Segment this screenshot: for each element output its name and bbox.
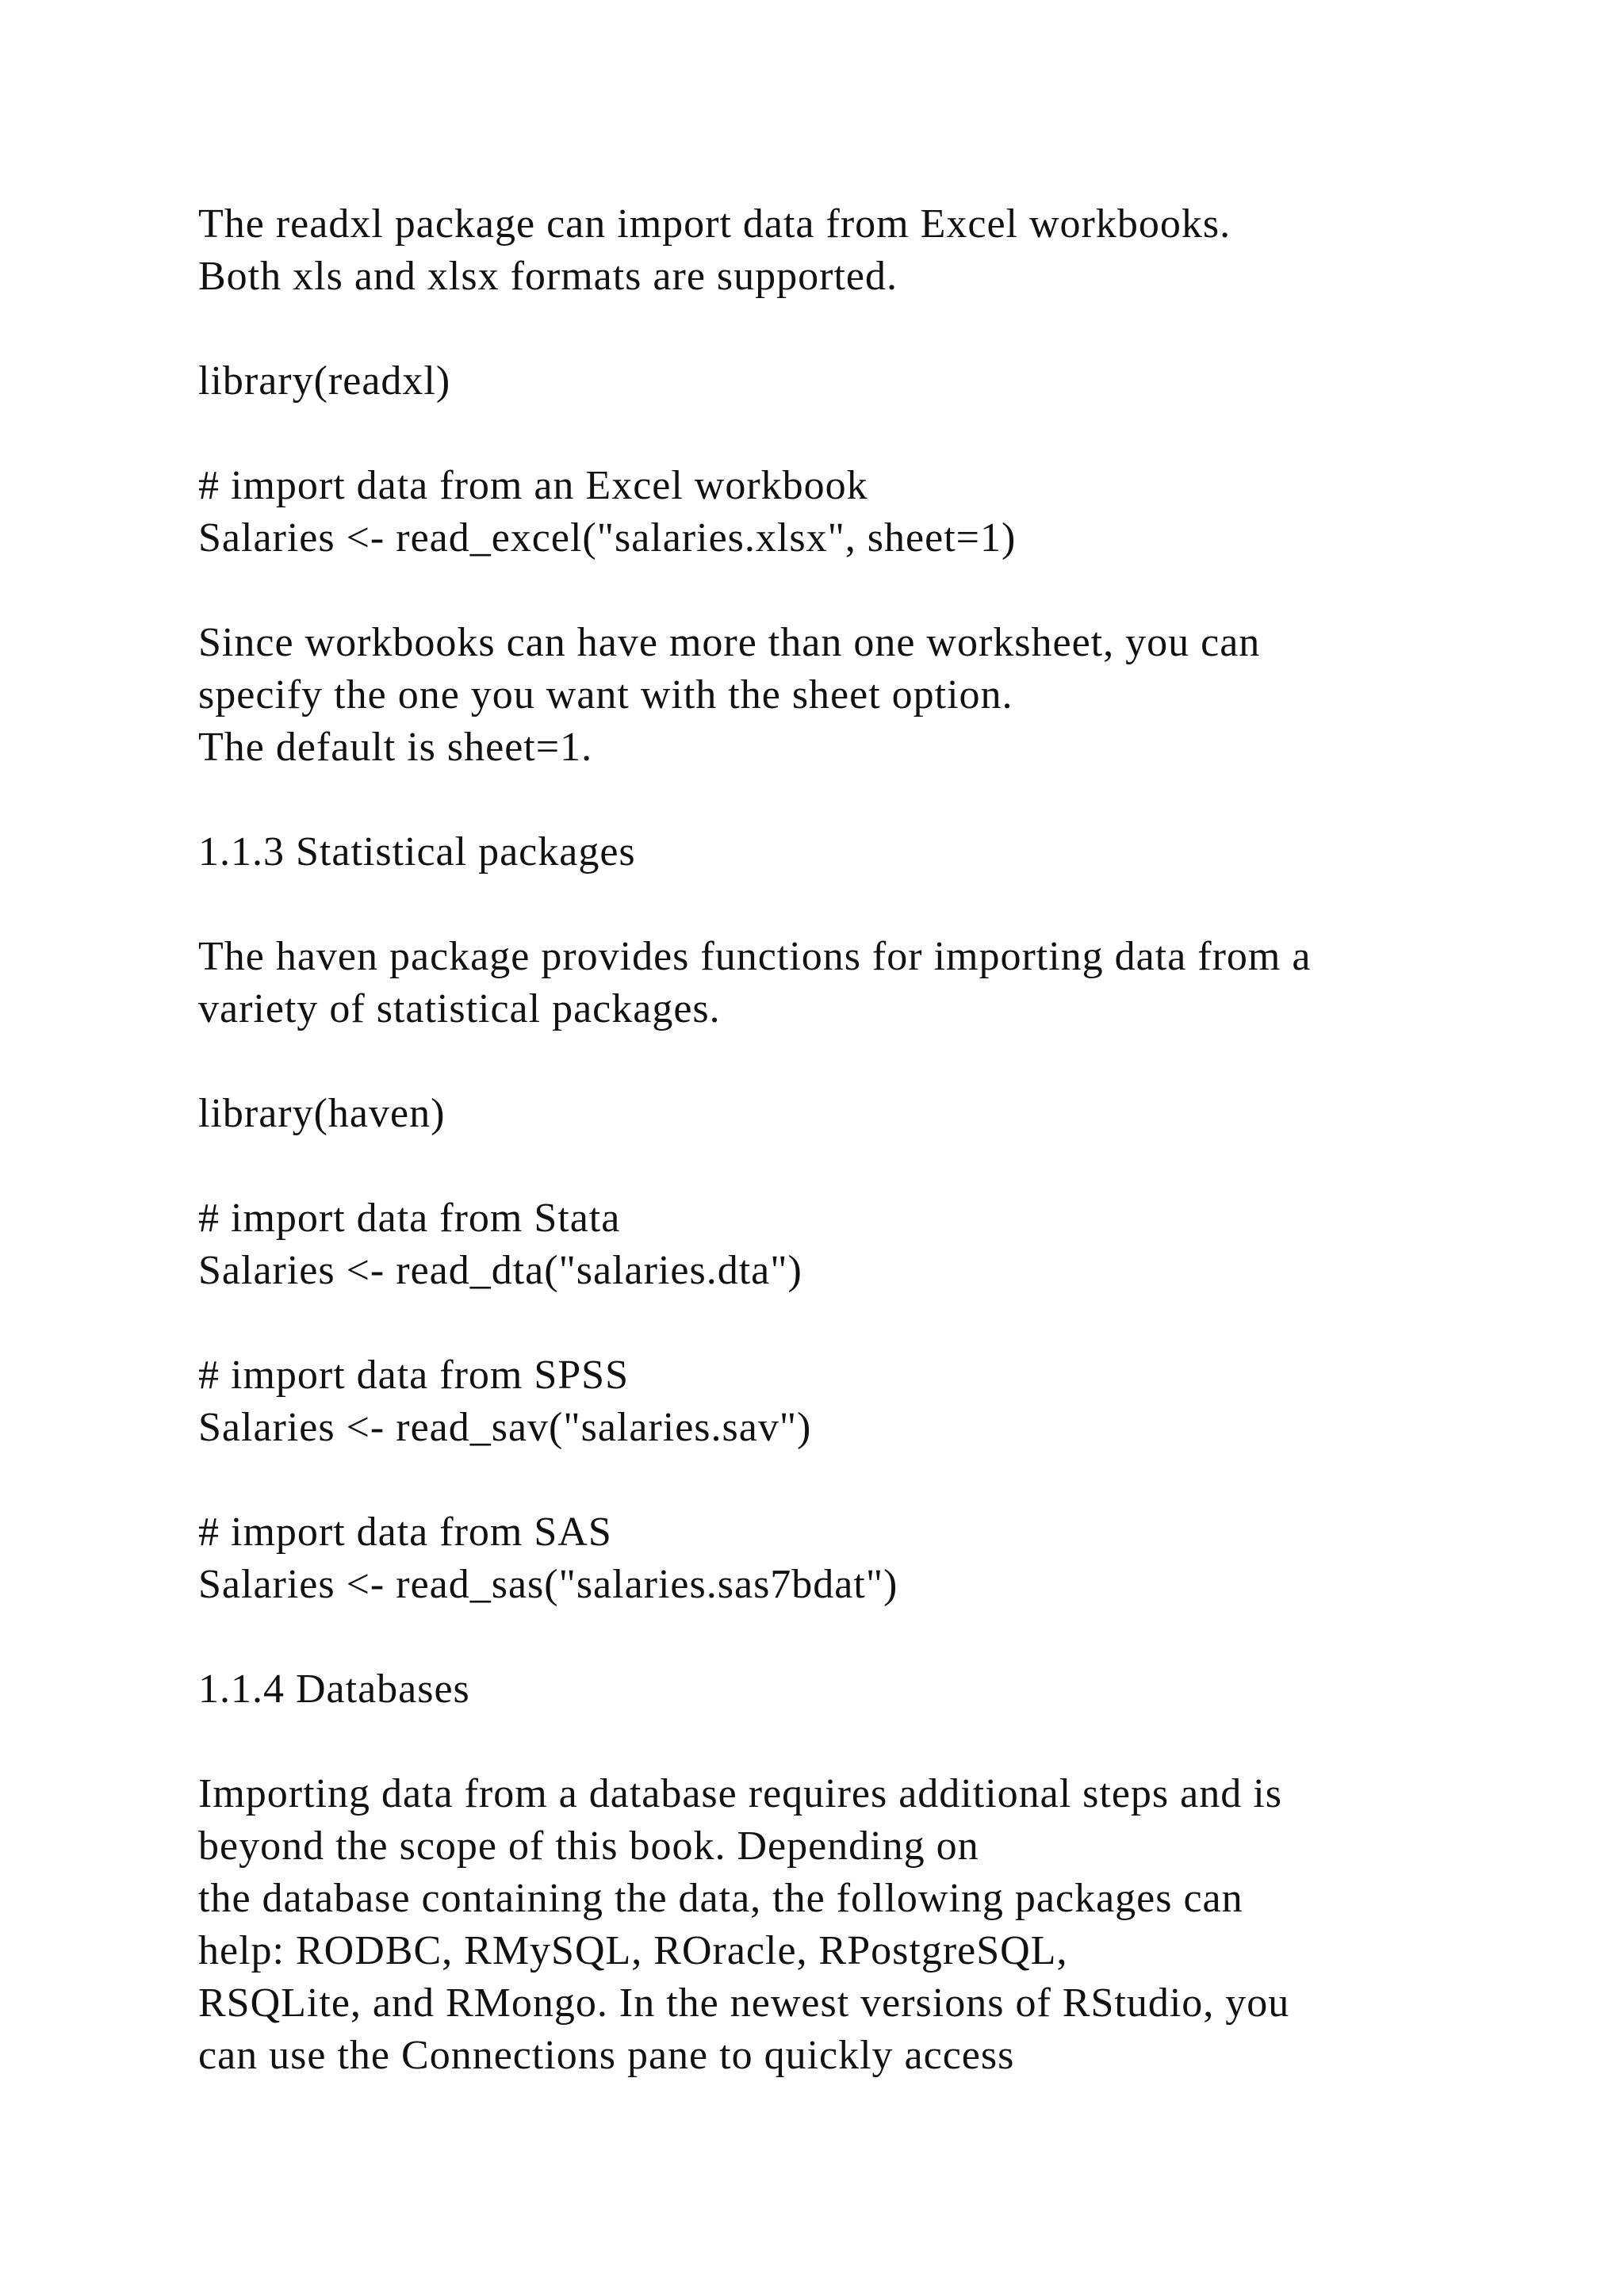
text-line-haven-intro: The haven package provides functions for importing data from a xyxy=(198,934,1312,979)
text-line-haven-variety: variety of statistical packages. xyxy=(198,986,721,1031)
text-line-package-list-2: RSQLite, and RMongo. In the newest versions of RStudio, you xyxy=(198,1980,1290,2026)
section-heading-databases: 1.1.4 Databases xyxy=(198,1667,470,1712)
code-comment-spss: # import data from SPSS xyxy=(198,1353,630,1398)
text-line-formats: Both xls and xlsx formats are supported. xyxy=(198,254,898,299)
code-line-read-sas: Salaries <- read_sas("salaries.sas7bdat") xyxy=(198,1562,898,1607)
code-comment-sas: # import data from SAS xyxy=(198,1510,612,1555)
text-line-worksheets: Since workbooks can have more than one worksheet, you can xyxy=(198,620,1261,665)
section-heading-statistical-packages: 1.1.3 Statistical packages xyxy=(198,829,636,874)
code-line-library-haven: library(haven) xyxy=(198,1091,446,1136)
code-line-read-dta: Salaries <- read_dta("salaries.dta") xyxy=(198,1248,802,1293)
text-line-sheet-option: specify the one you want with the sheet option. xyxy=(198,672,1013,718)
text-line-default-sheet: The default is sheet=1. xyxy=(198,725,593,770)
code-line-read-sav: Salaries <- read_sav("salaries.sav") xyxy=(198,1405,812,1450)
text-line-connections-pane: can use the Connections pane to quickly access xyxy=(198,2033,1015,2078)
code-comment-excel: # import data from an Excel workbook xyxy=(198,463,868,508)
text-line-database-intro: Importing data from a database requires additional steps and is xyxy=(198,1771,1282,1816)
code-line-library-readxl: library(readxl) xyxy=(198,358,451,404)
text-line-readxl-intro: The readxl package can import data from Excel workbooks. xyxy=(198,201,1231,247)
code-comment-stata: # import data from Stata xyxy=(198,1196,621,1241)
text-line-database-packages: the database containing the data, the following packages can xyxy=(198,1876,1243,1921)
text-line-package-list-1: help: RODBC, RMySQL, ROracle, RPostgreSQL, xyxy=(198,1928,1068,1973)
code-line-read-excel: Salaries <- read_excel("salaries.xlsx", sheet=1) xyxy=(198,515,1017,561)
text-line-scope: beyond the scope of this book. Depending on xyxy=(198,1823,979,1869)
